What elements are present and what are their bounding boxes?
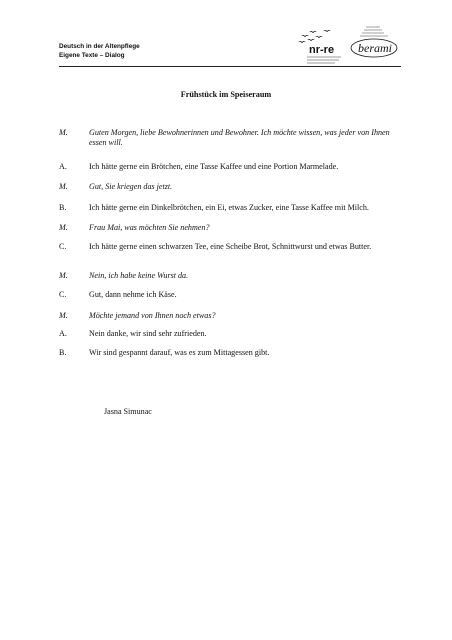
dialog-line [59,271,401,281]
speaker-label: C. [59,290,67,299]
speaker-label: M. [59,271,68,280]
dialog-text: Ich hätte gerne ein Dinkelbrötchen, ein Ei, etwas Zucker, eine Tasse Kaffee mit Milch. [89,203,369,212]
document-title: Frühstück im Speiseraum [180,90,272,99]
berami-logo [348,24,400,62]
speaker-label: M. [59,128,68,137]
dialog-line [59,162,401,172]
dialog-text: Gut, Sie kriegen das jetzt. [89,182,173,191]
dialog-line [59,311,401,321]
speaker-label: C. [59,242,67,251]
dialog-line [59,329,401,339]
header-line-2: Eigene Texte – Dialog [59,52,125,59]
dialog-text: Ich hätte gerne einen schwarzen Tee, eine Scheibe Brot, Schnittwurst und etwas Butter. [89,242,372,251]
dialog-line [59,128,401,148]
dialog-line [59,290,401,300]
dialog-line [59,182,401,192]
dialog-text: Nein, ich habe keine Wurst da. [89,271,189,280]
speaker-label: M. [59,311,68,320]
dialog-line [59,223,401,233]
header-text [59,42,140,60]
header-rule [59,66,401,67]
dialog-text: Möchte jemand von Ihnen noch etwas? [89,311,216,320]
header-line-1: Deutsch in der Altenpflege [59,43,140,50]
berami-logo-text: berami [358,41,392,55]
speaker-label: A. [59,329,67,338]
nr-re-logo [295,26,343,66]
speaker-label: B. [59,203,67,212]
nr-re-logo-text: nr-re [309,44,335,56]
dialog-line [59,242,401,252]
dialog-line [59,203,401,213]
dialog-text: Guten Morgen, liebe Bewohnerinnen und Bewohner. Ich möchte wissen, was jeder von Ihnen essen will. [89,128,390,147]
speaker-label: B. [59,348,67,357]
dialog-text: Ich hätte gerne ein Brötchen, eine Tasse Kaffee und eine Portion Marmelade. [89,162,339,171]
author-signature: Jasna Simunac [104,407,152,416]
dialog-text: Wir sind gespannt darauf, was es zum Mittagessen gibt. [89,348,270,357]
speaker-label: A. [59,162,67,171]
dialog-line [59,348,401,358]
speaker-label: M. [59,223,68,232]
speaker-label: M. [59,182,68,191]
dialog-text: Gut, dann nehme ich Käse. [89,290,177,299]
dialog-text: Frau Mai, was möchten Sie nehmen? [89,223,210,232]
dialog-text: Nein danke, wir sind sehr zufrieden. [89,329,207,338]
